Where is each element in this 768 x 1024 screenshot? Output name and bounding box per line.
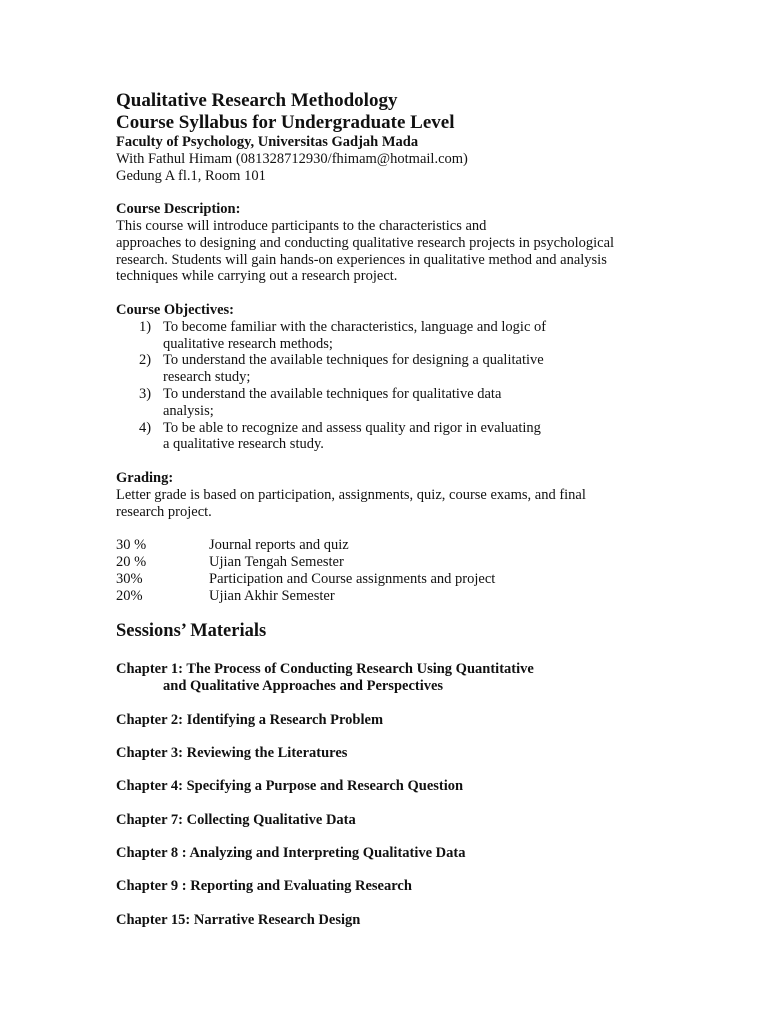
document-content xyxy=(116,90,676,945)
objective-text: research study; xyxy=(163,369,251,386)
objective-text: analysis; xyxy=(163,402,214,419)
chapter-title: Chapter 3: Reviewing the Literatures xyxy=(116,744,348,761)
faculty-line: Faculty of Psychology, Universitas Gadjah Mada xyxy=(116,134,419,150)
description-heading: Course Description: xyxy=(116,201,241,218)
objective-number: 2) xyxy=(139,352,152,369)
grade-percent: 20 % xyxy=(116,553,147,570)
grade-percent: 20% xyxy=(116,587,143,604)
room-line: Gedung A fl.1, Room 101 xyxy=(116,167,266,184)
chapter-item xyxy=(116,745,676,762)
grade-row xyxy=(116,588,676,605)
chapter-title: Chapter 8 : Analyzing and Interpreting Qualitative Data xyxy=(116,845,466,862)
objective-number: 4) xyxy=(139,419,152,436)
objective-text: To become familiar with the characteristics, language and logic of xyxy=(163,318,547,335)
objective-text: qualitative research methods; xyxy=(163,335,333,352)
objective-item xyxy=(116,352,676,386)
grade-item: Journal reports and quiz xyxy=(209,537,349,554)
chapter-item xyxy=(116,712,676,729)
course-title: Qualitative Research Methodology xyxy=(116,90,398,111)
objective-text: a qualitative research study. xyxy=(163,436,324,453)
chapter-title-continued: and Qualitative Approaches and Perspectives xyxy=(163,678,444,695)
grading-description: research project. xyxy=(116,503,212,520)
grade-item: Ujian Tengah Semester xyxy=(209,553,344,570)
description-line: research. Students will gain hands-on experiences in qualitative method and analysis xyxy=(116,251,607,268)
objectives-list xyxy=(116,319,676,453)
objective-item xyxy=(116,319,676,353)
grade-percent: 30 % xyxy=(116,537,147,554)
chapter-title: Chapter 15: Narrative Research Design xyxy=(116,911,361,928)
grade-row xyxy=(116,571,676,588)
chapter-item xyxy=(116,661,676,695)
instructor-line: With Fathul Himam (081328712930/fhimam@hotmail.com) xyxy=(116,150,468,167)
objective-number: 3) xyxy=(139,385,152,402)
chapter-title: Chapter 1: The Process of Conducting Research Using Quantitative xyxy=(116,661,534,678)
objectives-heading: Course Objectives: xyxy=(116,301,234,318)
objective-text: To understand the available techniques for qualitative data xyxy=(163,385,502,402)
objective-text: To be able to recognize and assess quality and rigor in evaluating xyxy=(163,419,541,436)
chapter-item xyxy=(116,812,676,829)
objective-text: To understand the available techniques for designing a qualitative xyxy=(163,352,544,369)
chapter-title: Chapter 4: Specifying a Purpose and Research Question xyxy=(116,778,464,795)
objective-item xyxy=(116,386,676,420)
grading-heading: Grading: xyxy=(116,469,174,486)
description-line: approaches to designing and conducting qualitative research projects in psychological xyxy=(116,234,615,251)
course-subtitle: Course Syllabus for Undergraduate Level xyxy=(116,112,455,133)
description-line: techniques while carrying out a research project. xyxy=(116,268,398,285)
grading-description: Letter grade is based on participation, assignments, quiz, course exams, and final xyxy=(116,486,586,503)
grade-row xyxy=(116,537,676,554)
grade-row xyxy=(116,554,676,571)
sessions-heading: Sessions’ Materials xyxy=(116,621,267,642)
grade-item: Participation and Course assignments and project xyxy=(209,570,496,587)
description-line: This course will introduce participants to the characteristics and xyxy=(116,217,487,234)
chapter-title: Chapter 7: Collecting Qualitative Data xyxy=(116,811,356,828)
chapter-item xyxy=(116,912,676,929)
objective-number: 1) xyxy=(139,318,152,335)
chapter-item xyxy=(116,845,676,862)
chapter-title: Chapter 9 : Reporting and Evaluating Research xyxy=(116,878,412,895)
chapter-item xyxy=(116,878,676,895)
objective-item xyxy=(116,420,676,454)
chapter-title: Chapter 2: Identifying a Research Problem xyxy=(116,711,384,728)
grade-item: Ujian Akhir Semester xyxy=(209,587,335,604)
grade-percent: 30% xyxy=(116,570,143,587)
chapter-item xyxy=(116,778,676,795)
